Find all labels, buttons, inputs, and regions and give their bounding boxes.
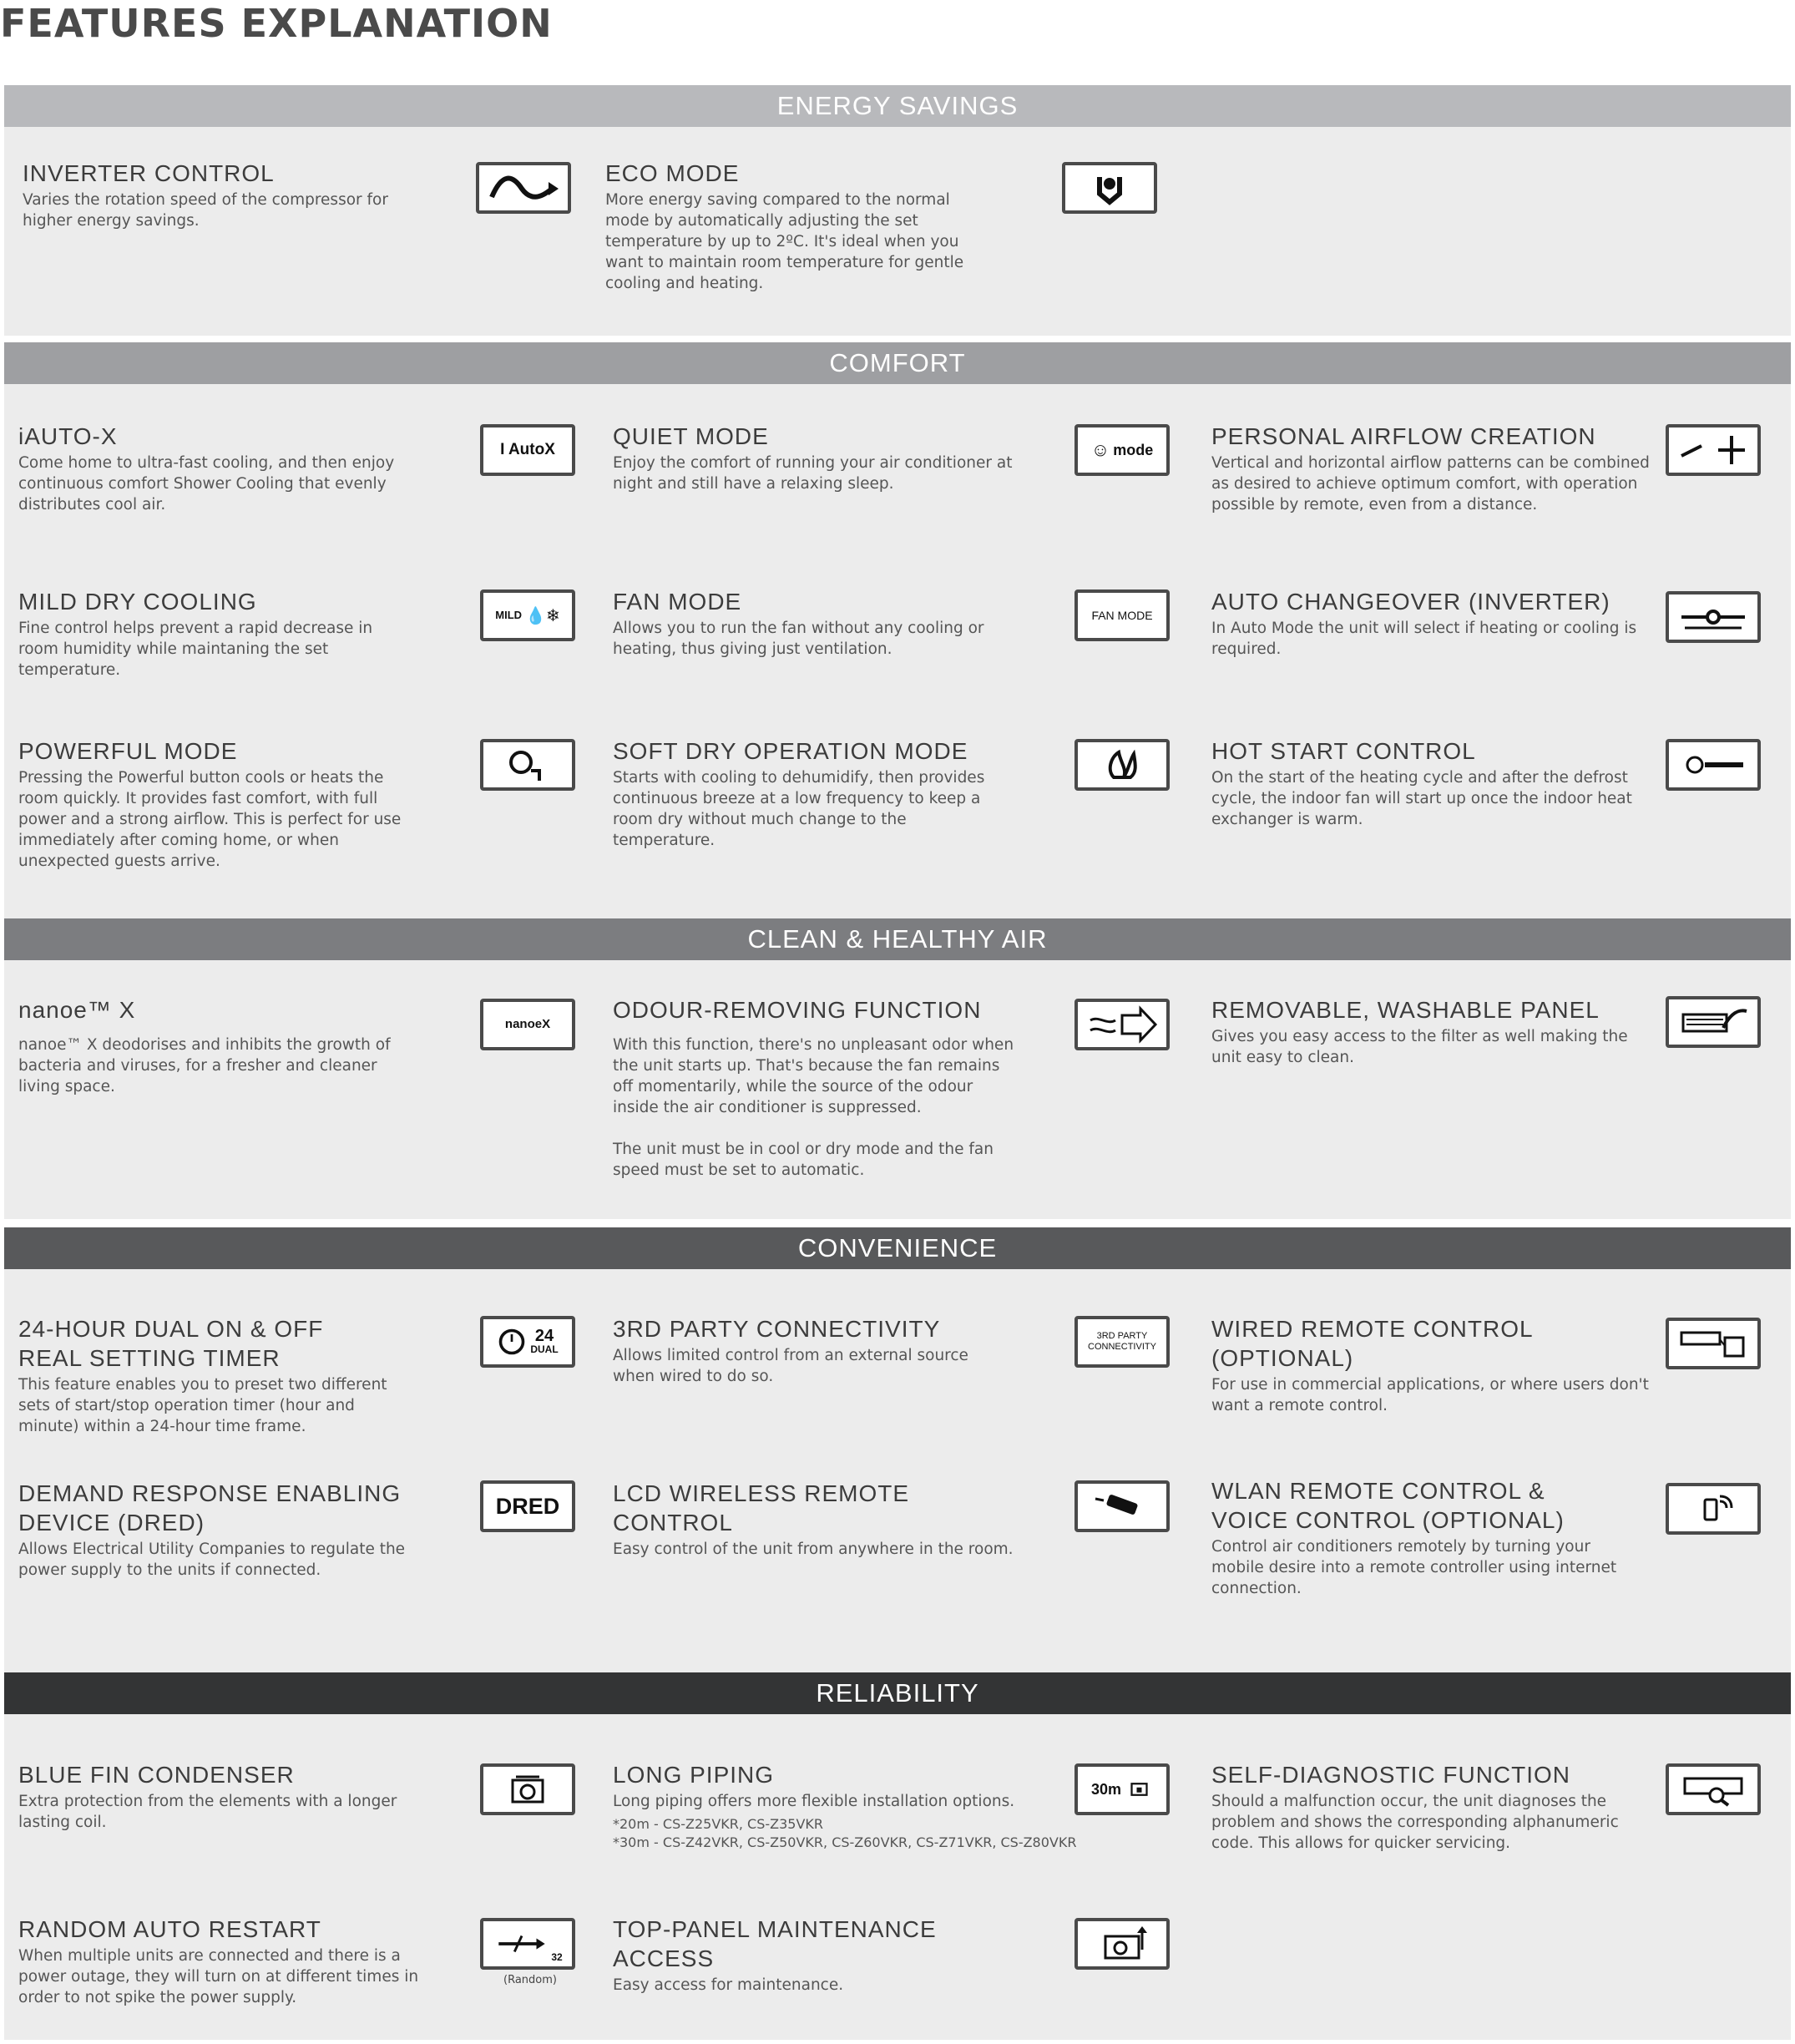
section-header: CLEAN & HEALTHY AIR bbox=[4, 918, 1791, 960]
icon-label: FAN MODE bbox=[1091, 609, 1153, 622]
feature-blue-fin bbox=[18, 1760, 419, 1833]
feature-title-line2: REAL SETTING TIMER bbox=[18, 1345, 281, 1371]
icon-label: MILD bbox=[495, 609, 523, 621]
feature-quiet-mode bbox=[613, 422, 1030, 494]
feature-note-20m: *20m - CS-Z25VKR, CS-Z35VKR bbox=[613, 1816, 824, 1832]
feature-note: The unit must be in cool or dry mode and the fan speed must be set to automatic. bbox=[613, 1141, 994, 1179]
feature-description: Long piping offers more flexible installation options. bbox=[613, 1793, 1015, 1810]
feature-description: Gives you easy access to the filter as well making the unit easy to clean. bbox=[1211, 1028, 1628, 1066]
feature-powerful-mode bbox=[18, 736, 419, 872]
feature-title: LONG PIPING bbox=[613, 1762, 775, 1788]
fan-mode-icon bbox=[1074, 589, 1170, 641]
feature-title: RANDOM AUTO RESTART bbox=[18, 1916, 321, 1942]
feature-description: When multiple units are connected and there is a power outage, they will turn on at different times in order to not spike the power supply. bbox=[18, 1947, 419, 2006]
feature-description: Allows limited control from an external source when wired to do so. bbox=[613, 1347, 968, 1385]
icon-label-line2: CONNECTIVITY bbox=[1088, 1342, 1156, 1352]
feature-dred bbox=[18, 1479, 419, 1581]
section-header: ENERGY SAVINGS bbox=[4, 85, 1791, 127]
feature-description: On the start of the heating cycle and after the defrost cycle, the indoor fan will start up once the indoor heat exchanger is warm. bbox=[1211, 769, 1632, 828]
feature-title-line2: VOICE CONTROL (OPTIONAL) bbox=[1211, 1507, 1565, 1533]
feature-description: Vertical and horizontal airflow patterns can be combined as desired to achieve optimum comfort, with operation possible by remote, even from a distance. bbox=[1211, 454, 1650, 514]
feature-title: SELF-DIAGNOSTIC FUNCTION bbox=[1211, 1762, 1571, 1788]
feature-eco-mode bbox=[605, 159, 964, 294]
lcd-remote-icon bbox=[1074, 1480, 1170, 1532]
feature-third-party bbox=[613, 1314, 1014, 1387]
feature-fan-mode bbox=[613, 587, 1030, 660]
third-party-icon bbox=[1074, 1316, 1170, 1368]
feature-description: Easy control of the unit from anywhere in the room. bbox=[613, 1541, 1014, 1558]
feature-description: Enjoy the comfort of running your air conditioner at night and still have a relaxing sleep. bbox=[613, 454, 1013, 493]
feature-mild-dry-cooling bbox=[18, 587, 411, 680]
odour-removing-icon bbox=[1074, 999, 1170, 1050]
feature-title-line1: WLAN REMOTE CONTROL & bbox=[1211, 1478, 1545, 1504]
section-header: COMFORT bbox=[4, 342, 1791, 384]
feature-description: Pressing the Powerful button cools or heats the room quickly. It provides fast comfort, with full power and a strong airflow. This is perfect for use immediately after coming home, or when unexpected guests arrive. bbox=[18, 769, 402, 870]
feature-hot-start bbox=[1211, 736, 1646, 830]
feature-random-restart bbox=[18, 1915, 427, 2008]
long-piping-icon bbox=[1074, 1763, 1170, 1815]
powerful-mode-icon bbox=[480, 739, 575, 791]
dred-icon bbox=[480, 1480, 575, 1532]
page-title: FEATURES EXPLANATION bbox=[0, 1, 553, 46]
feature-soft-dry bbox=[613, 736, 1005, 851]
feature-description: For use in commercial applications, or where users don't want a remote control. bbox=[1211, 1376, 1649, 1414]
feature-title: FAN MODE bbox=[613, 589, 742, 615]
feature-description: In Auto Mode the unit will select if heating or cooling is required. bbox=[1211, 620, 1637, 658]
section-header: CONVENIENCE bbox=[4, 1227, 1791, 1269]
icon-label: DRED bbox=[495, 1494, 560, 1519]
feature-wired-remote bbox=[1211, 1314, 1654, 1416]
section-header: RELIABILITY bbox=[4, 1672, 1791, 1714]
inverter-curve-icon bbox=[476, 162, 571, 214]
random-restart-icon bbox=[480, 1918, 575, 1970]
feature-title: iAUTO-X bbox=[18, 423, 118, 449]
self-diagnostic-icon bbox=[1666, 1763, 1761, 1815]
feature-self-diagnostic bbox=[1211, 1760, 1629, 1854]
feature-dual-timer bbox=[18, 1314, 419, 1437]
feature-title: AUTO CHANGEOVER (INVERTER) bbox=[1211, 589, 1610, 615]
airflow-arrows-icon bbox=[1666, 424, 1761, 476]
hot-start-icon bbox=[1666, 739, 1761, 791]
icon-label: 30m bbox=[1090, 1781, 1122, 1798]
feature-title: POWERFUL MODE bbox=[18, 738, 238, 764]
feature-note-30m: *30m - CS-Z42VKR, CS-Z50VKR, CS-Z60VKR, CS-Z71VKR, CS-Z80VKR bbox=[613, 1834, 1077, 1850]
wlan-phone-icon bbox=[1666, 1483, 1761, 1535]
feature-title: ECO MODE bbox=[605, 160, 740, 186]
feature-title: SOFT DRY OPERATION MODE bbox=[613, 738, 968, 764]
feature-description: Come home to ultra-fast cooling, and then enjoy continuous comfort Shower Cooling that evenly distributes cool air. bbox=[18, 454, 395, 514]
feature-title: BLUE FIN CONDENSER bbox=[18, 1762, 295, 1788]
feature-title: nanoe™ X bbox=[18, 997, 136, 1023]
feature-description: Control air conditioners remotely by turning your mobile desire into a remote controller using internet connection. bbox=[1211, 1538, 1617, 1597]
feature-description: Allows Electrical Utility Companies to regulate the power supply to the units if connected. bbox=[18, 1541, 406, 1579]
feature-personal-airflow bbox=[1211, 422, 1654, 515]
eco-hands-icon bbox=[1062, 162, 1157, 214]
iauto-x-icon bbox=[480, 424, 575, 476]
feature-description: Fine control helps prevent a rapid decrease in room humidity while maintaning the set temperature. bbox=[18, 620, 373, 679]
feature-title: INVERTER CONTROL bbox=[23, 160, 275, 186]
feature-title: QUIET MODE bbox=[613, 423, 769, 449]
feature-nanoe-x bbox=[18, 995, 419, 1097]
feature-auto-changeover bbox=[1211, 587, 1654, 660]
feature-title-line1: 24-HOUR DUAL ON & OFF bbox=[18, 1316, 324, 1342]
feature-description: Extra protection from the elements with a longer lasting coil. bbox=[18, 1793, 397, 1831]
feature-description: Allows you to run the fan without any cooling or heating, thus giving just ventilation. bbox=[613, 620, 984, 658]
feature-description: nanoe™ X deodorises and inhibits the growth of bacteria and viruses, for a fresher and cleaner living space. bbox=[18, 1036, 391, 1095]
feature-title: TOP-PANEL MAINTENANCE ACCESS bbox=[613, 1916, 937, 1971]
feature-title: WIRED REMOTE CONTROL (OPTIONAL) bbox=[1211, 1316, 1533, 1371]
dual-timer-icon bbox=[480, 1316, 575, 1368]
feature-top-panel bbox=[613, 1915, 1030, 1996]
washable-panel-icon bbox=[1666, 996, 1761, 1048]
wired-remote-icon bbox=[1666, 1318, 1761, 1369]
feature-long-piping bbox=[613, 1760, 1080, 1852]
section-convenience bbox=[4, 1227, 1791, 1674]
feature-title: MILD DRY COOLING bbox=[18, 589, 257, 615]
feature-inverter-control bbox=[23, 159, 407, 231]
mild-dry-icon: MILD 💧❄ bbox=[480, 589, 575, 641]
feature-description: Easy access for maintenance. bbox=[613, 1976, 844, 1994]
blue-fin-icon bbox=[480, 1763, 575, 1815]
feature-title: HOT START CONTROL bbox=[1211, 738, 1476, 764]
feature-title: PERSONAL AIRFLOW CREATION bbox=[1211, 423, 1596, 449]
feature-description: Should a malfunction occur, the unit diagnoses the problem and shows the corresponding alphanumeric code. This allows for quicker servicing. bbox=[1211, 1793, 1619, 1852]
feature-description: Starts with cooling to dehumidify, then provides continuous breeze at a low frequency to keep a room dry without much change to the temperature. bbox=[613, 769, 985, 849]
feature-title-line1: DEMAND RESPONSE ENABLING bbox=[18, 1480, 402, 1506]
feature-description: Varies the rotation speed of the compressor for higher energy savings. bbox=[23, 191, 388, 230]
feature-title: LCD WIRELESS REMOTE CONTROL bbox=[613, 1480, 910, 1536]
feature-description: With this function, there's no unpleasant odor when the unit starts up. That's because the fan remains off momentarily, while the source of the odour inside the air conditioner is suppressed. bbox=[613, 1036, 1014, 1116]
icon-label: nanoeX bbox=[504, 1017, 551, 1031]
auto-changeover-icon bbox=[1666, 591, 1761, 643]
feature-title: REMOVABLE, WASHABLE PANEL bbox=[1211, 997, 1600, 1023]
feature-washable-panel bbox=[1211, 995, 1629, 1068]
icon-caption: (Random) bbox=[503, 1974, 557, 1986]
nanoe-x-icon bbox=[480, 999, 575, 1050]
icon-label: 32 bbox=[551, 1951, 563, 1963]
feature-iauto-x bbox=[18, 422, 411, 515]
feature-wlan-remote bbox=[1211, 1476, 1646, 1599]
soft-dry-icon bbox=[1074, 739, 1170, 791]
icon-label: I AutoX bbox=[500, 441, 555, 458]
feature-title-line2: DEVICE (DRED) bbox=[18, 1510, 205, 1536]
feature-description: This feature enables you to preset two different sets of start/stop operation timer (hour and minute) within a 24-hour time frame. bbox=[18, 1376, 387, 1435]
feature-odour-removing bbox=[613, 995, 1022, 1181]
icon-label-line1: 3RD PARTY bbox=[1096, 1331, 1148, 1341]
feature-description: More energy saving compared to the normal mode by automatically adjusting the set temperature by up to 2ºC. It's ideal when you want to maintain room temperature for gentle cooling and heating. bbox=[605, 191, 964, 292]
feature-title: 3RD PARTY CONNECTIVITY bbox=[613, 1316, 941, 1342]
quiet-mode-icon: ☺ mode bbox=[1074, 424, 1170, 476]
icon-label: mode bbox=[1113, 442, 1154, 458]
icon-label-number: 24 bbox=[534, 1327, 554, 1345]
feature-title: ODOUR-REMOVING FUNCTION bbox=[613, 997, 982, 1023]
feature-lcd-remote bbox=[613, 1479, 1030, 1560]
icon-label-dual: DUAL bbox=[530, 1343, 559, 1355]
top-panel-icon bbox=[1074, 1918, 1170, 1970]
